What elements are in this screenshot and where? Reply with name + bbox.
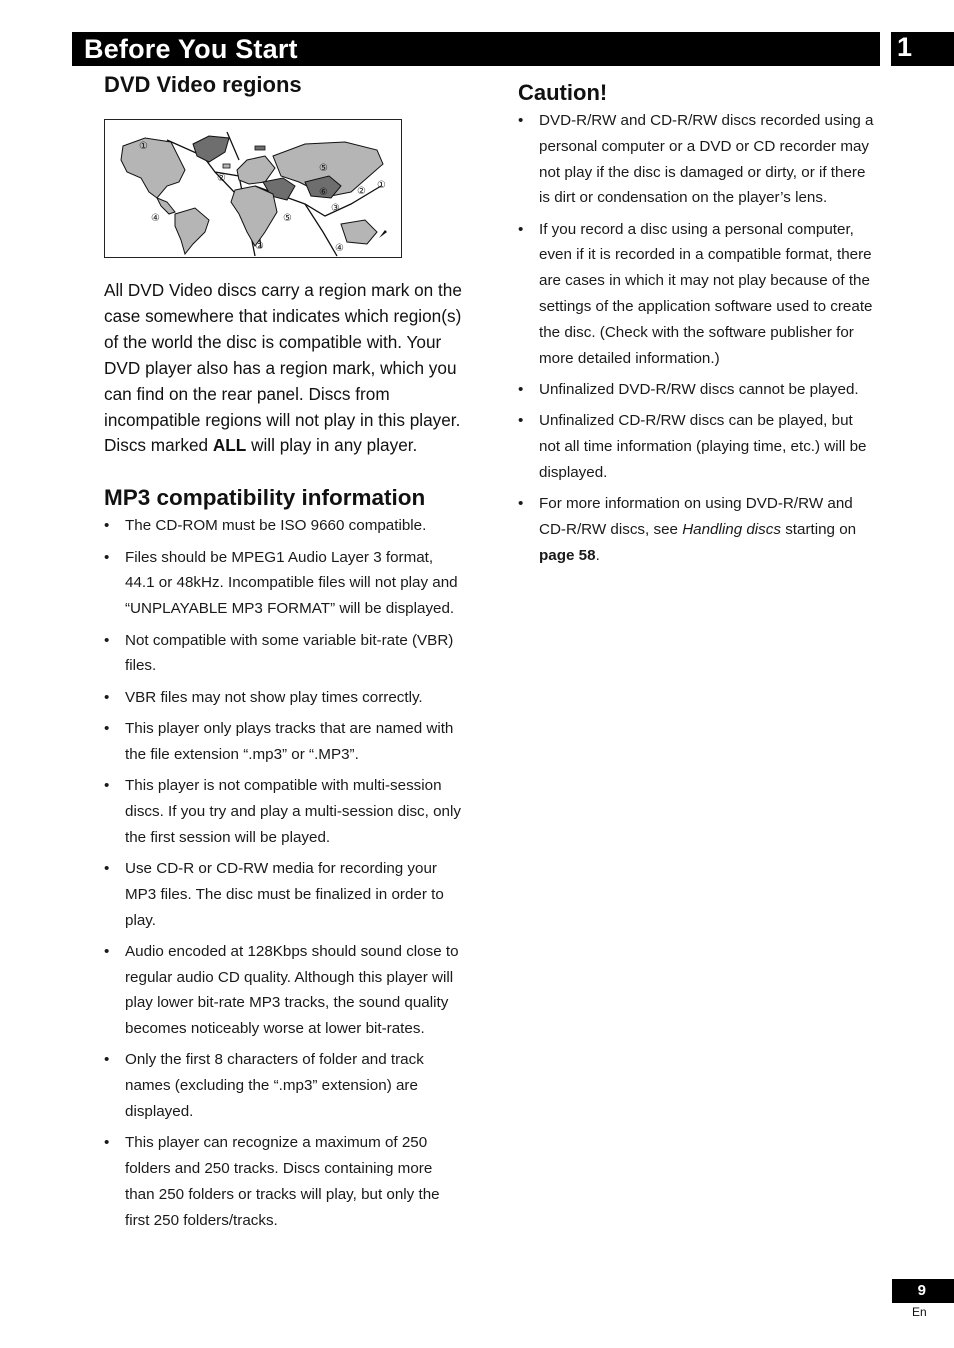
chapter-number: 1 xyxy=(897,32,913,62)
handling-discs-reference: Handling discs xyxy=(682,520,781,538)
map-label: ② xyxy=(357,186,366,197)
list-item: • Unfinalized CD-R/RW discs can be played, but not all time information (playing time, etc.) will be displayed. xyxy=(518,408,874,485)
list-item: • Not compatible with some variable bit-rate (VBR) files. xyxy=(104,628,464,680)
list-item: • This player only plays tracks that are named with the file extension “.mp3” or “.MP3”. xyxy=(104,716,464,768)
list-item: • For more information on using DVD-R/RW and CD-R/RW discs, see Handling discs starting on page 58. xyxy=(518,491,874,568)
list-item: • Unfinalized DVD-R/RW discs cannot be played. xyxy=(518,377,874,403)
language-code: En xyxy=(912,1305,927,1319)
list-item: • Only the first 8 characters of folder and track names (excluding the “.mp3” extension) are displayed. xyxy=(104,1047,464,1124)
list-item: • Files should be MPEG1 Audio Layer 3 format, 44.1 or 48kHz. Incompatible files will not play and “UNPLAYABLE MP3 FORMAT” will be displayed. xyxy=(104,545,464,622)
caution-heading: Caution! xyxy=(518,80,608,105)
map-label: ③ xyxy=(331,203,340,214)
list-item: • VBR files may not show play times correctly. xyxy=(104,685,464,711)
list-item: • This player is not compatible with multi-session discs. If you try and play a multi-session disc, only the first session will be played. xyxy=(104,773,464,850)
map-north-america xyxy=(121,138,185,198)
map-label: ① xyxy=(139,141,148,152)
map-europe xyxy=(237,156,275,184)
region-map xyxy=(104,119,402,258)
map-label: ⑥ xyxy=(319,187,328,198)
dvd-regions-heading: DVD Video regions xyxy=(104,72,302,97)
all-mark: ALL xyxy=(212,435,247,456)
map-label: ⑤ xyxy=(319,163,328,174)
map-south-america xyxy=(175,208,209,254)
list-item: • This player can recognize a maximum of 250 folders and 250 tracks. Discs containing more than 250 folders or tracks will play, but only the first 250 folders/tracks. xyxy=(104,1130,464,1233)
page-reference: page 58 xyxy=(539,546,596,564)
map-label: ⑤ xyxy=(283,213,292,224)
list-item: • If you record a disc using a personal computer, even if it is recorded in a compatible format, there are cases in which it may not play because of the settings of the application software used to create the disc. (Check with the software publisher for more detailed information.) xyxy=(518,217,874,372)
map-label: ② xyxy=(255,241,264,252)
chapter-box xyxy=(891,32,954,66)
right-column xyxy=(518,78,874,574)
map-label: ④ xyxy=(151,213,160,224)
list-item: • The CD-ROM must be ISO 9660 compatible. xyxy=(104,513,464,539)
list-item: • DVD-R/RW and CD-R/RW discs recorded using a personal computer or a DVD or CD recorder may not play if the disc is damaged or dirty, or if there is dirt or condensation on the player’s lens. xyxy=(518,108,874,211)
page-number: 9 xyxy=(917,1282,926,1299)
list-item: • Use CD-R or CD-RW media for recording your MP3 files. The disc must be finalized in order to play. xyxy=(104,856,464,933)
world-map-icon xyxy=(105,120,401,257)
map-label: ④ xyxy=(335,243,344,254)
map-greenland xyxy=(193,136,229,162)
mp3-heading: MP3 compatibility information xyxy=(104,485,426,511)
list-item: • Audio encoded at 128Kbps should sound close to regular audio CD quality. Although this player will play lower bit-rate MP3 tracks, the sound quality becomes noticeably worse at lower bit-rates. xyxy=(104,939,464,1042)
header-bar xyxy=(72,32,880,66)
mp3-list xyxy=(104,513,464,1233)
map-label: ② xyxy=(217,173,226,184)
map-africa xyxy=(231,186,277,246)
page-title: Before You Start xyxy=(84,34,298,64)
map-central-america xyxy=(157,198,175,214)
caution-list xyxy=(518,108,874,569)
regions-intro: All DVD Video discs carry a region mark on the case somewhere that indicates which region(s) of the world the disc is compatible with. Your DVD player also has a region mark, which you can find on the rear panel. Discs from incompatible regions will not play in this player. Discs marked ALL will play in any player. xyxy=(104,280,462,456)
left-column xyxy=(104,70,464,1239)
map-australia xyxy=(341,220,377,244)
page-number-box xyxy=(892,1279,954,1303)
map-label: ① xyxy=(377,180,386,191)
